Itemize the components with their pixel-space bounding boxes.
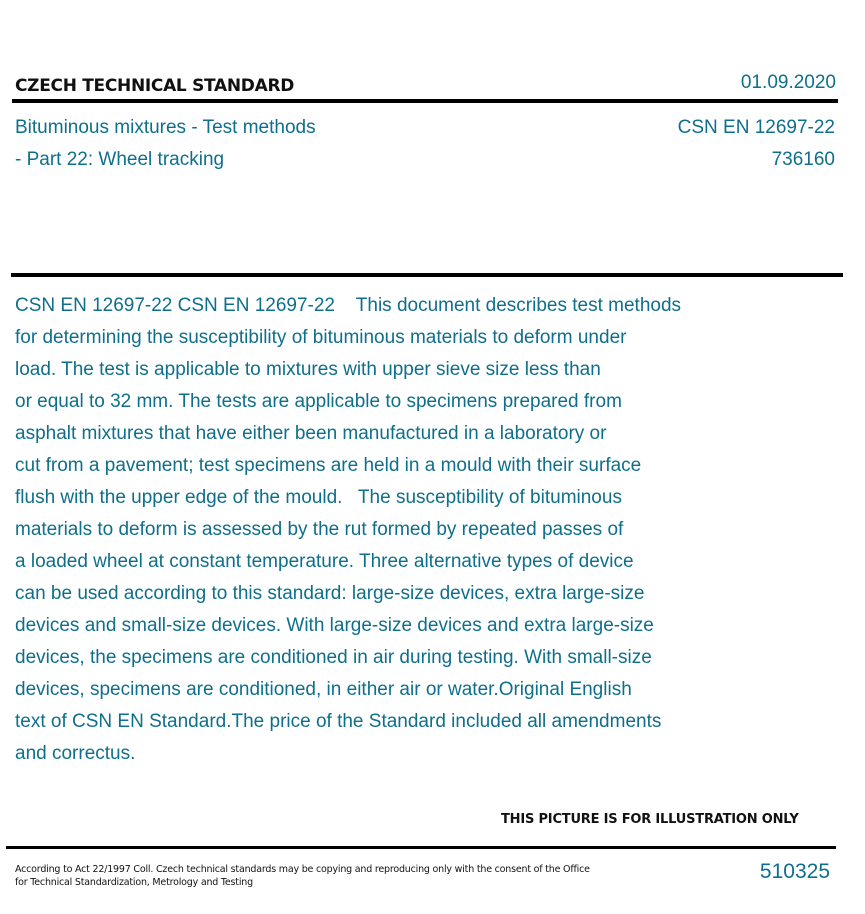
standard-title-line1: Bituminous mixtures - Test methods [15, 117, 316, 138]
classification-number: 736160 [771, 149, 835, 170]
legal-notice-line2: for Technical Standardization, Metrology and Testing [15, 877, 253, 888]
publication-date: 01.09.2020 [740, 72, 836, 93]
standard-number: CSN EN 12697-22 [677, 117, 835, 138]
illustration-notice: THIS PICTURE IS FOR ILLUSTRATION ONLY [501, 812, 799, 827]
standard-description: CSN EN 12697-22 CSN EN 12697-22 This document describes test methods for determining the susceptibility of bituminous materials to deform under load. The test is applicable to mixtures with upper sieve size less than or equal to 32 mm. The tests are applicable to specimens prepared from asphalt mixtures that have either been manufactured in a laboratory or cut from a pavement; test specimens are held in a mould with their surface flush with the upper edge of the mould. The susceptibility of bituminous materials to deform is assessed by the rut formed by repeated passes of a loaded wheel at constant temperature. Three alternative types of device can be used according to this standard: large-size devices, extra large-size devices and small-size devices. With large-size devices and extra large-size devices, the specimens are conditioned in air during testing. With small-size devices, specimens are conditioned, in either air or water.Original English text of CSN EN Standard.The price of the Standard included all amendments and correctus. [15, 295, 682, 764]
top-divider [12, 99, 838, 103]
document-type-label: CZECH TECHNICAL STANDARD [15, 76, 295, 96]
product-code: 510325 [759, 860, 830, 883]
middle-divider [11, 273, 843, 277]
legal-notice [15, 863, 595, 889]
legal-notice-line1: According to Act 22/1997 Coll. Czech technical standards may be copying and reproducing only with the consent of the Office [15, 864, 590, 875]
standard-title-line2: - Part 22: Wheel tracking [15, 149, 225, 170]
bottom-divider [6, 846, 836, 849]
